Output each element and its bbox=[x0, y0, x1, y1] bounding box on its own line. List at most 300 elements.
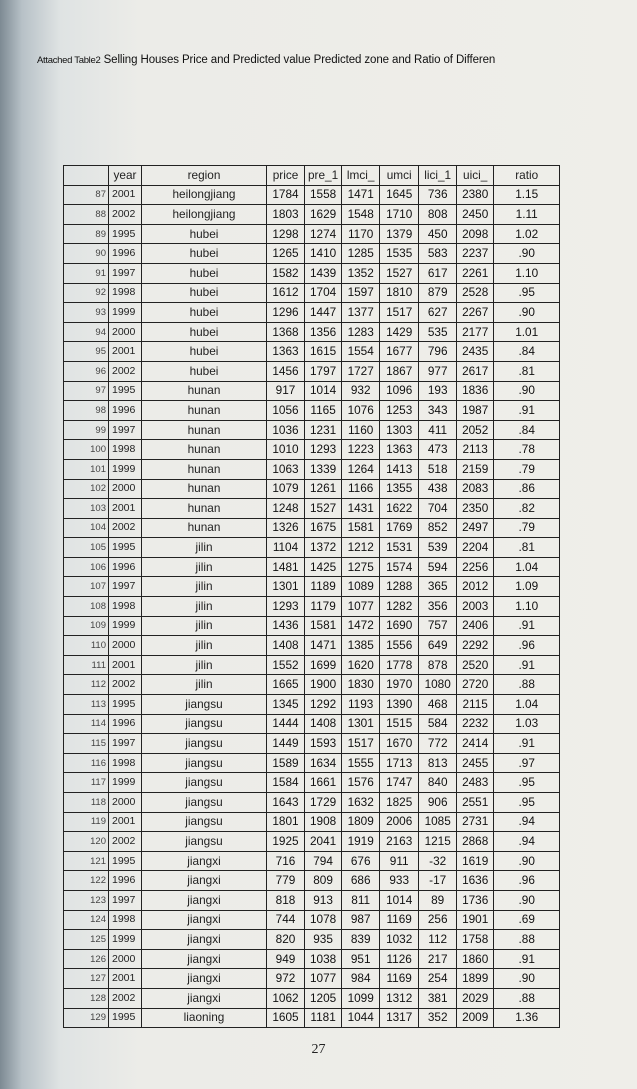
table-row bbox=[64, 695, 560, 715]
cell-umci: 1670 bbox=[380, 734, 419, 754]
cell-uici: 1987 bbox=[457, 401, 494, 421]
cell-lmci: 811 bbox=[342, 890, 380, 910]
cell-price: 1612 bbox=[267, 283, 305, 303]
cell-region: jiangsu bbox=[142, 695, 267, 715]
cell-region: jiangsu bbox=[142, 734, 267, 754]
cell-year: 2000 bbox=[109, 793, 142, 813]
cell-umci: 1282 bbox=[380, 597, 419, 617]
cell-pre-1: 1014 bbox=[305, 381, 342, 401]
table-row bbox=[64, 910, 560, 930]
cell-ratio: 1.02 bbox=[494, 224, 560, 244]
table-row bbox=[64, 322, 560, 342]
table-row bbox=[64, 616, 560, 636]
cell-price: 1408 bbox=[267, 636, 305, 656]
cell-uici: 2267 bbox=[457, 303, 494, 323]
cell-year: 1997 bbox=[109, 734, 142, 754]
cell-region: jilin bbox=[142, 597, 267, 617]
cell-price: 1456 bbox=[267, 361, 305, 381]
cell-lmci: 1170 bbox=[342, 224, 380, 244]
table-row bbox=[64, 205, 560, 225]
table-body bbox=[64, 185, 560, 1028]
table-row bbox=[64, 459, 560, 479]
cell-uici: 2483 bbox=[457, 773, 494, 793]
cell-year: 2000 bbox=[109, 949, 142, 969]
table-row bbox=[64, 342, 560, 362]
column-header-lmci: lmci_ bbox=[342, 166, 380, 186]
cell-row-index: 120 bbox=[64, 832, 109, 852]
cell-ratio: .78 bbox=[494, 440, 560, 460]
table-row bbox=[64, 185, 560, 205]
cell-price: 1552 bbox=[267, 655, 305, 675]
cell-price: 1363 bbox=[267, 342, 305, 362]
cell-row-index: 125 bbox=[64, 930, 109, 950]
table-row bbox=[64, 577, 560, 597]
cell-region: jilin bbox=[142, 616, 267, 636]
cell-row-index: 105 bbox=[64, 538, 109, 558]
cell-uici: 2113 bbox=[457, 440, 494, 460]
cell-lici-1: 617 bbox=[419, 263, 457, 283]
cell-region: jilin bbox=[142, 557, 267, 577]
cell-ratio: .91 bbox=[494, 734, 560, 754]
cell-year: 1999 bbox=[109, 303, 142, 323]
table-row bbox=[64, 655, 560, 675]
cell-ratio: .91 bbox=[494, 401, 560, 421]
cell-ratio: 1.11 bbox=[494, 205, 560, 225]
cell-price: 1481 bbox=[267, 557, 305, 577]
cell-lici-1: -17 bbox=[419, 871, 457, 891]
cell-pre-1: 1615 bbox=[305, 342, 342, 362]
cell-pre-1: 1471 bbox=[305, 636, 342, 656]
cell-price: 1301 bbox=[267, 577, 305, 597]
cell-region: heilongjiang bbox=[142, 205, 267, 225]
cell-row-index: 112 bbox=[64, 675, 109, 695]
cell-region: hubei bbox=[142, 244, 267, 264]
cell-pre-1: 1581 bbox=[305, 616, 342, 636]
cell-pre-1: 1356 bbox=[305, 322, 342, 342]
cell-lmci: 1166 bbox=[342, 479, 380, 499]
cell-year: 1998 bbox=[109, 597, 142, 617]
cell-row-index: 93 bbox=[64, 303, 109, 323]
cell-price: 1104 bbox=[267, 538, 305, 558]
cell-row-index: 92 bbox=[64, 283, 109, 303]
cell-pre-1: 1231 bbox=[305, 420, 342, 440]
cell-price: 1665 bbox=[267, 675, 305, 695]
cell-lici-1: 813 bbox=[419, 753, 457, 773]
cell-region: hubei bbox=[142, 263, 267, 283]
cell-lmci: 1620 bbox=[342, 655, 380, 675]
cell-price: 1436 bbox=[267, 616, 305, 636]
cell-umci: 1535 bbox=[380, 244, 419, 264]
cell-year: 2001 bbox=[109, 655, 142, 675]
cell-lmci: 1377 bbox=[342, 303, 380, 323]
table-row bbox=[64, 263, 560, 283]
table-row bbox=[64, 283, 560, 303]
cell-ratio: .79 bbox=[494, 518, 560, 538]
cell-lmci: 1555 bbox=[342, 753, 380, 773]
cell-region: hunan bbox=[142, 459, 267, 479]
cell-lici-1: 879 bbox=[419, 283, 457, 303]
table-row bbox=[64, 499, 560, 519]
cell-lmci: 686 bbox=[342, 871, 380, 891]
cell-row-index: 113 bbox=[64, 695, 109, 715]
cell-year: 2001 bbox=[109, 812, 142, 832]
cell-pre-1: 1558 bbox=[305, 185, 342, 205]
cell-pre-1: 1292 bbox=[305, 695, 342, 715]
cell-ratio: .88 bbox=[494, 675, 560, 695]
table-row bbox=[64, 381, 560, 401]
cell-lici-1: 757 bbox=[419, 616, 457, 636]
cell-lici-1: 193 bbox=[419, 381, 457, 401]
cell-pre-1: 1634 bbox=[305, 753, 342, 773]
cell-price: 1326 bbox=[267, 518, 305, 538]
cell-lmci: 932 bbox=[342, 381, 380, 401]
cell-umci: 1317 bbox=[380, 1008, 419, 1028]
cell-ratio: .90 bbox=[494, 890, 560, 910]
cell-lici-1: 808 bbox=[419, 205, 457, 225]
cell-ratio: .96 bbox=[494, 871, 560, 891]
cell-umci: 1574 bbox=[380, 557, 419, 577]
cell-price: 1079 bbox=[267, 479, 305, 499]
cell-ratio: .88 bbox=[494, 988, 560, 1008]
cell-lmci: 1554 bbox=[342, 342, 380, 362]
cell-umci: 933 bbox=[380, 871, 419, 891]
cell-pre-1: 1205 bbox=[305, 988, 342, 1008]
column-header-row-index bbox=[64, 166, 109, 186]
cell-lici-1: 583 bbox=[419, 244, 457, 264]
cell-lici-1: 89 bbox=[419, 890, 457, 910]
cell-year: 2002 bbox=[109, 518, 142, 538]
cell-pre-1: 1181 bbox=[305, 1008, 342, 1028]
cell-region: hunan bbox=[142, 381, 267, 401]
cell-row-index: 107 bbox=[64, 577, 109, 597]
cell-pre-1: 1078 bbox=[305, 910, 342, 930]
cell-lmci: 1548 bbox=[342, 205, 380, 225]
cell-umci: 1556 bbox=[380, 636, 419, 656]
table-row bbox=[64, 890, 560, 910]
cell-pre-1: 1704 bbox=[305, 283, 342, 303]
cell-lici-1: 1080 bbox=[419, 675, 457, 695]
cell-umci: 2163 bbox=[380, 832, 419, 852]
cell-lici-1: 468 bbox=[419, 695, 457, 715]
cell-region: jiangsu bbox=[142, 753, 267, 773]
cell-uici: 2083 bbox=[457, 479, 494, 499]
cell-ratio: .69 bbox=[494, 910, 560, 930]
table-row bbox=[64, 851, 560, 871]
cell-ratio: .90 bbox=[494, 381, 560, 401]
cell-year: 1999 bbox=[109, 930, 142, 950]
cell-ratio: 1.10 bbox=[494, 597, 560, 617]
cell-pre-1: 1077 bbox=[305, 969, 342, 989]
cell-lici-1: 977 bbox=[419, 361, 457, 381]
cell-umci: 1379 bbox=[380, 224, 419, 244]
cell-ratio: 1.04 bbox=[494, 695, 560, 715]
cell-umci: 1810 bbox=[380, 283, 419, 303]
cell-lmci: 984 bbox=[342, 969, 380, 989]
table-row bbox=[64, 538, 560, 558]
cell-lmci: 1632 bbox=[342, 793, 380, 813]
cell-pre-1: 1447 bbox=[305, 303, 342, 323]
cell-price: 1063 bbox=[267, 459, 305, 479]
cell-uici: 2435 bbox=[457, 342, 494, 362]
cell-region: hunan bbox=[142, 518, 267, 538]
cell-row-index: 87 bbox=[64, 185, 109, 205]
cell-umci: 1363 bbox=[380, 440, 419, 460]
column-header-umci: umci bbox=[380, 166, 419, 186]
cell-lici-1: 1085 bbox=[419, 812, 457, 832]
cell-umci: 1769 bbox=[380, 518, 419, 538]
cell-row-index: 118 bbox=[64, 793, 109, 813]
cell-ratio: .90 bbox=[494, 851, 560, 871]
cell-region: hunan bbox=[142, 479, 267, 499]
cell-row-index: 124 bbox=[64, 910, 109, 930]
cell-lmci: 1597 bbox=[342, 283, 380, 303]
cell-umci: 1622 bbox=[380, 499, 419, 519]
cell-uici: 2520 bbox=[457, 655, 494, 675]
cell-ratio: 1.15 bbox=[494, 185, 560, 205]
cell-lmci: 676 bbox=[342, 851, 380, 871]
cell-uici: 2551 bbox=[457, 793, 494, 813]
cell-lici-1: 796 bbox=[419, 342, 457, 362]
cell-region: jiangxi bbox=[142, 890, 267, 910]
cell-ratio: .90 bbox=[494, 969, 560, 989]
cell-row-index: 109 bbox=[64, 616, 109, 636]
cell-price: 716 bbox=[267, 851, 305, 871]
cell-lmci: 1193 bbox=[342, 695, 380, 715]
cell-umci: 1303 bbox=[380, 420, 419, 440]
cell-region: hunan bbox=[142, 401, 267, 421]
cell-region: hubei bbox=[142, 303, 267, 323]
cell-lici-1: 343 bbox=[419, 401, 457, 421]
cell-year: 1995 bbox=[109, 695, 142, 715]
cell-price: 949 bbox=[267, 949, 305, 969]
cell-uici: 2012 bbox=[457, 577, 494, 597]
cell-row-index: 89 bbox=[64, 224, 109, 244]
cell-lici-1: 878 bbox=[419, 655, 457, 675]
table-row bbox=[64, 714, 560, 734]
cell-ratio: .96 bbox=[494, 636, 560, 656]
cell-lmci: 1275 bbox=[342, 557, 380, 577]
caption-lead: Attached Table2 bbox=[37, 55, 101, 66]
cell-umci: 1429 bbox=[380, 322, 419, 342]
cell-row-index: 94 bbox=[64, 322, 109, 342]
cell-ratio: .94 bbox=[494, 812, 560, 832]
cell-pre-1: 1900 bbox=[305, 675, 342, 695]
cell-pre-1: 1661 bbox=[305, 773, 342, 793]
table-row bbox=[64, 832, 560, 852]
cell-uici: 1899 bbox=[457, 969, 494, 989]
cell-umci: 1096 bbox=[380, 381, 419, 401]
cell-lici-1: 254 bbox=[419, 969, 457, 989]
cell-row-index: 102 bbox=[64, 479, 109, 499]
table-row bbox=[64, 793, 560, 813]
cell-price: 1265 bbox=[267, 244, 305, 264]
table-header-row bbox=[64, 166, 560, 186]
cell-row-index: 104 bbox=[64, 518, 109, 538]
cell-region: jiangsu bbox=[142, 773, 267, 793]
cell-uici: 1901 bbox=[457, 910, 494, 930]
cell-uici: 2868 bbox=[457, 832, 494, 852]
cell-year: 2001 bbox=[109, 499, 142, 519]
cell-row-index: 108 bbox=[64, 597, 109, 617]
cell-row-index: 126 bbox=[64, 949, 109, 969]
cell-ratio: 1.09 bbox=[494, 577, 560, 597]
cell-pre-1: 1293 bbox=[305, 440, 342, 460]
cell-price: 820 bbox=[267, 930, 305, 950]
table-row bbox=[64, 557, 560, 577]
cell-ratio: 1.36 bbox=[494, 1008, 560, 1028]
cell-umci: 1413 bbox=[380, 459, 419, 479]
cell-lici-1: 450 bbox=[419, 224, 457, 244]
cell-region: jiangsu bbox=[142, 812, 267, 832]
cell-uici: 1860 bbox=[457, 949, 494, 969]
cell-row-index: 110 bbox=[64, 636, 109, 656]
cell-ratio: .95 bbox=[494, 793, 560, 813]
cell-lici-1: 627 bbox=[419, 303, 457, 323]
cell-region: jiangxi bbox=[142, 969, 267, 989]
cell-year: 2000 bbox=[109, 322, 142, 342]
cell-year: 2002 bbox=[109, 988, 142, 1008]
cell-lici-1: 411 bbox=[419, 420, 457, 440]
cell-lmci: 1160 bbox=[342, 420, 380, 440]
cell-lmci: 1077 bbox=[342, 597, 380, 617]
cell-uici: 1758 bbox=[457, 930, 494, 950]
cell-lmci: 1385 bbox=[342, 636, 380, 656]
cell-lmci: 1472 bbox=[342, 616, 380, 636]
cell-region: jilin bbox=[142, 675, 267, 695]
cell-lmci: 1044 bbox=[342, 1008, 380, 1028]
cell-lmci: 1830 bbox=[342, 675, 380, 695]
cell-region: jilin bbox=[142, 577, 267, 597]
cell-region: hunan bbox=[142, 440, 267, 460]
cell-row-index: 123 bbox=[64, 890, 109, 910]
cell-lici-1: 906 bbox=[419, 793, 457, 813]
cell-ratio: .81 bbox=[494, 361, 560, 381]
cell-region: jiangxi bbox=[142, 949, 267, 969]
cell-lmci: 1919 bbox=[342, 832, 380, 852]
cell-ratio: .90 bbox=[494, 303, 560, 323]
cell-uici: 2450 bbox=[457, 205, 494, 225]
cell-ratio: .91 bbox=[494, 616, 560, 636]
cell-lmci: 1223 bbox=[342, 440, 380, 460]
cell-row-index: 129 bbox=[64, 1008, 109, 1028]
cell-pre-1: 794 bbox=[305, 851, 342, 871]
cell-row-index: 119 bbox=[64, 812, 109, 832]
cell-pre-1: 1410 bbox=[305, 244, 342, 264]
cell-umci: 1126 bbox=[380, 949, 419, 969]
cell-pre-1: 913 bbox=[305, 890, 342, 910]
cell-umci: 1710 bbox=[380, 205, 419, 225]
cell-price: 917 bbox=[267, 381, 305, 401]
cell-row-index: 101 bbox=[64, 459, 109, 479]
cell-region: hubei bbox=[142, 322, 267, 342]
cell-row-index: 90 bbox=[64, 244, 109, 264]
cell-umci: 1169 bbox=[380, 969, 419, 989]
cell-uici: 2204 bbox=[457, 538, 494, 558]
cell-pre-1: 1908 bbox=[305, 812, 342, 832]
table-row bbox=[64, 361, 560, 381]
cell-uici: 2115 bbox=[457, 695, 494, 715]
data-table bbox=[63, 165, 560, 1028]
cell-lici-1: 473 bbox=[419, 440, 457, 460]
cell-uici: 2617 bbox=[457, 361, 494, 381]
cell-ratio: .88 bbox=[494, 930, 560, 950]
cell-umci: 1517 bbox=[380, 303, 419, 323]
column-header-price: price bbox=[267, 166, 305, 186]
cell-umci: 1515 bbox=[380, 714, 419, 734]
cell-pre-1: 1797 bbox=[305, 361, 342, 381]
cell-year: 1997 bbox=[109, 890, 142, 910]
cell-ratio: .94 bbox=[494, 832, 560, 852]
cell-ratio: .79 bbox=[494, 459, 560, 479]
cell-uici: 1619 bbox=[457, 851, 494, 871]
cell-pre-1: 1593 bbox=[305, 734, 342, 754]
cell-region: hubei bbox=[142, 361, 267, 381]
cell-price: 1036 bbox=[267, 420, 305, 440]
cell-price: 744 bbox=[267, 910, 305, 930]
cell-year: 1998 bbox=[109, 440, 142, 460]
column-header-pre-1: pre_1 bbox=[305, 166, 342, 186]
table-row bbox=[64, 1008, 560, 1028]
cell-pre-1: 1339 bbox=[305, 459, 342, 479]
cell-row-index: 115 bbox=[64, 734, 109, 754]
cell-pre-1: 1165 bbox=[305, 401, 342, 421]
table-row bbox=[64, 871, 560, 891]
table-row bbox=[64, 949, 560, 969]
cell-pre-1: 935 bbox=[305, 930, 342, 950]
cell-year: 1996 bbox=[109, 714, 142, 734]
cell-uici: 2232 bbox=[457, 714, 494, 734]
cell-year: 1997 bbox=[109, 263, 142, 283]
cell-pre-1: 1408 bbox=[305, 714, 342, 734]
cell-umci: 1032 bbox=[380, 930, 419, 950]
cell-uici: 2237 bbox=[457, 244, 494, 264]
table-row bbox=[64, 440, 560, 460]
cell-row-index: 106 bbox=[64, 557, 109, 577]
cell-row-index: 98 bbox=[64, 401, 109, 421]
table-row bbox=[64, 479, 560, 499]
cell-lici-1: 1215 bbox=[419, 832, 457, 852]
table-row bbox=[64, 675, 560, 695]
cell-year: 1995 bbox=[109, 851, 142, 871]
cell-price: 972 bbox=[267, 969, 305, 989]
cell-row-index: 103 bbox=[64, 499, 109, 519]
cell-ratio: 1.03 bbox=[494, 714, 560, 734]
cell-ratio: .91 bbox=[494, 949, 560, 969]
table-row bbox=[64, 734, 560, 754]
cell-ratio: .97 bbox=[494, 753, 560, 773]
cell-region: hunan bbox=[142, 499, 267, 519]
cell-region: hubei bbox=[142, 283, 267, 303]
cell-year: 2002 bbox=[109, 832, 142, 852]
cell-ratio: .86 bbox=[494, 479, 560, 499]
cell-pre-1: 2041 bbox=[305, 832, 342, 852]
cell-year: 1999 bbox=[109, 773, 142, 793]
cell-region: jilin bbox=[142, 636, 267, 656]
cell-lici-1: 840 bbox=[419, 773, 457, 793]
cell-region: liaoning bbox=[142, 1008, 267, 1028]
cell-lici-1: -32 bbox=[419, 851, 457, 871]
cell-price: 1345 bbox=[267, 695, 305, 715]
cell-pre-1: 1729 bbox=[305, 793, 342, 813]
cell-year: 1996 bbox=[109, 244, 142, 264]
cell-year: 1995 bbox=[109, 538, 142, 558]
cell-umci: 1531 bbox=[380, 538, 419, 558]
cell-uici: 2029 bbox=[457, 988, 494, 1008]
cell-row-index: 114 bbox=[64, 714, 109, 734]
cell-year: 2001 bbox=[109, 969, 142, 989]
cell-umci: 1713 bbox=[380, 753, 419, 773]
cell-row-index: 97 bbox=[64, 381, 109, 401]
